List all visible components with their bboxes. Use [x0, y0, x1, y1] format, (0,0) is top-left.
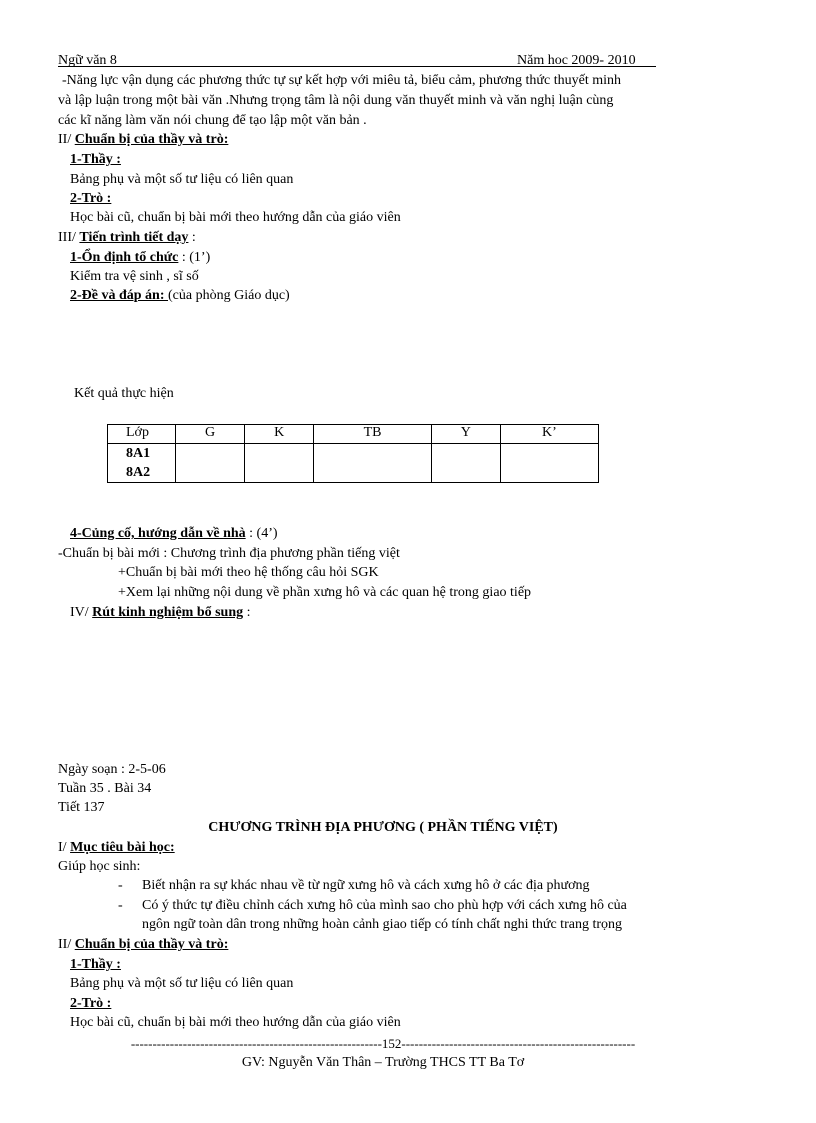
intro-line-3: các kĩ năng làm văn nói chung để tạo lập một văn bản . [58, 113, 367, 128]
exam-step: 2-Đề và đáp án: (của phòng Giáo dục) [70, 288, 290, 303]
col-tb: TB [314, 425, 431, 444]
week-lesson: Tuần 35 . Bài 34 [58, 781, 152, 796]
section-iii-heading: III/ Tiến trình tiết dạy : [58, 230, 196, 245]
organization-text: Kiểm tra vệ sinh , sĩ số [70, 269, 199, 284]
bullet-dash: - [118, 898, 123, 913]
section-iv-heading: IV/ Rút kinh nghiệm bổ sung : [70, 605, 251, 620]
page-number-rule: ----------------------------------------------------------152------------------------------------------------------ [130, 1036, 636, 1051]
section-ii-heading: II/ Chuẩn bị của thầy và trò: [58, 937, 229, 952]
header-subject: Ngữ văn 8 [58, 53, 117, 68]
section-ii-heading: II/ Chuẩn bị của thầy và trò: [58, 132, 229, 147]
results-header-row [108, 425, 599, 444]
class-cell [108, 444, 176, 483]
table-cell [314, 444, 431, 483]
col-k: K [245, 425, 314, 444]
consolidation-line-2: +Chuẩn bị bài mới theo hệ thống câu hỏi SGK [118, 565, 379, 580]
objective-2-line-1: Có ý thức tự điều chỉnh cách xưng hô của mình sao cho phù hợp với cách xưng hô của [142, 898, 627, 913]
consolidation-line-1: -Chuẩn bị bài mới : Chương trình địa phương phần tiếng việt [58, 546, 400, 561]
objective-1: Biết nhận ra sự khác nhau về từ ngữ xưng hô và cách xưng hô ở các địa phương [142, 878, 590, 893]
consolidation-heading: 4-Củng cố, hướng dẫn về nhà : (4’) [70, 526, 278, 541]
bullet-dash: - [118, 878, 123, 893]
intro-line-1: -Năng lực vận dụng các phương thức tự sự kết hợp với miêu tả, biểu cảm, phương thức thuyết minh [62, 73, 622, 88]
col-kem: K’ [500, 425, 598, 444]
col-class: Lớp [108, 425, 176, 444]
student-label: 2-Trò : [70, 191, 112, 206]
table-cell [431, 444, 500, 483]
table-cell [500, 444, 598, 483]
intro-line-2: và lập luận trong một bài văn .Nhưng trọng tâm là nội dung văn thuyết minh và văn nghị luận cùng [58, 93, 614, 108]
objectives-heading: I/ Mục tiêu bài học: [58, 840, 175, 855]
header-school-year: Năm hoc 2009- 2010 [517, 53, 636, 68]
student-label: 2-Trò : [70, 996, 112, 1011]
student-text: Học bài cũ, chuẩn bị bài mới theo hướng dẫn của giáo viên [70, 210, 401, 225]
consolidation-line-3: +Xem lại những nội dung về phần xưng hô và các quan hệ trong giao tiếp [118, 585, 532, 600]
lesson-title: CHƯƠNG TRÌNH ĐỊA PHƯƠNG ( PHẦN TIẾNG VIỆT) [208, 820, 558, 835]
results-caption: Kết quả thực hiện [74, 386, 174, 401]
student-text: Học bài cũ, chuẩn bị bài mới theo hướng dẫn của giáo viên [70, 1015, 401, 1030]
col-g: G [176, 425, 245, 444]
teacher-label: 1-Thầy : [70, 152, 121, 167]
col-y: Y [431, 425, 500, 444]
table-cell [176, 444, 245, 483]
date-prepared: Ngày soạn : 2-5-06 [58, 762, 166, 777]
teacher-label: 1-Thầy : [70, 957, 121, 972]
results-table [107, 424, 599, 483]
table-cell [245, 444, 314, 483]
class-8a1: 8A1 [126, 446, 151, 461]
objective-2-line-2: ngôn ngữ toàn dân trong những hoàn cảnh giao tiếp có tính chất nghi thức trang trọng [142, 917, 622, 932]
teacher-text: Bảng phụ và một số tư liệu có liên quan [70, 172, 294, 187]
period-number: Tiết 137 [58, 800, 105, 815]
teacher-text: Bảng phụ và một số tư liệu có liên quan [70, 976, 294, 991]
objectives-intro: Giúp học sinh: [58, 859, 141, 874]
header-rule [58, 66, 656, 67]
organization-step: 1-Ổn định tổ chức : (1’) [70, 250, 211, 265]
footer-author: GV: Nguyễn Văn Thân – Trường THCS TT Ba Tơ [241, 1055, 525, 1070]
results-data-row [108, 444, 599, 483]
class-8a2: 8A2 [126, 465, 151, 480]
